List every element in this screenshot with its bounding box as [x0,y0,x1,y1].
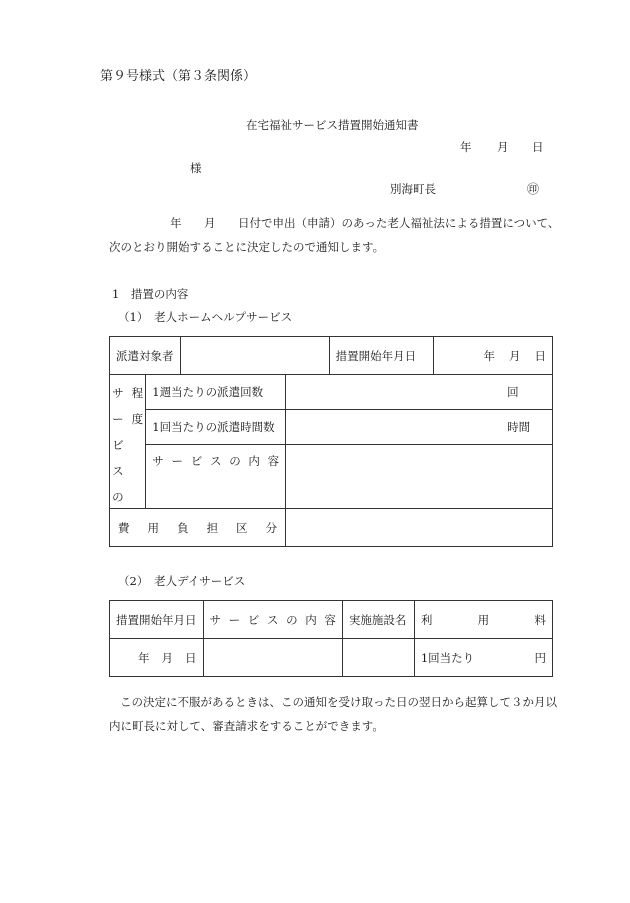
date-day: 日 [532,140,544,154]
weekly-unit: 回 [507,385,519,399]
section1-heading: 1 措置の内容 [112,287,189,301]
label-char: 費 [118,520,130,535]
label-char: 内 [248,454,260,468]
dayservice-table [109,600,553,677]
hours-unit: 時間 [507,420,531,434]
header-service-content [203,601,342,639]
per-visit-label: 1回当たり [420,650,475,665]
label-char: 料 [534,612,546,627]
start-date-year: 年 [483,348,495,363]
label-char: 負 [177,520,189,535]
addressee-suffix: 様 [190,161,202,175]
intro-line1: 日付で申出（申請）のあった老人福祉法による措置について、 [238,216,560,230]
label-char: 分 [265,520,278,535]
row-month: 月 [161,650,173,665]
label-char: 用 [477,612,490,627]
subsection2-heading: （2） 老人デイサービス [118,574,246,588]
label-char: 容 [324,612,336,627]
homehelp-table [109,336,553,547]
label-char: サ [209,612,221,627]
start-date-label: 措置開始年月日 [329,337,434,375]
dispatch-target-value [180,337,329,375]
date-year: 年 [460,140,472,154]
label-char: サ [152,454,164,468]
label-char: 内 [305,612,317,627]
label-char: ビ [247,612,260,627]
header-facility: 実施施設名 [342,601,414,639]
document-title: 在宅福祉サービス措置開始通知書 [246,118,419,132]
group-char: 程 [131,386,144,400]
per-visit-hours-value [286,410,553,445]
label-char: 用 [147,520,160,535]
start-date-value [434,337,553,375]
yen-unit: 円 [534,650,546,665]
seal-mark: ㊞ [527,182,540,196]
label-char: の [229,454,241,468]
row-fee [414,639,552,677]
issuer: 別海町長 [390,182,436,196]
dispatch-target-label: 派遣対象者 [110,337,181,375]
service-content-label [146,445,286,509]
header-fee [414,601,552,639]
cost-category-label [110,509,286,547]
label-char: ビ [190,454,203,468]
start-date-day: 日 [534,348,546,363]
label-char: 区 [236,520,248,535]
row-day: 日 [185,650,197,665]
per-visit-hours-label: 1回当たりの派遣時間数 [146,410,286,445]
group-char: ス [112,464,124,478]
label-char: ー [171,454,183,468]
weekly-dispatch-value [286,375,553,410]
group-char: サ [112,386,124,400]
intro-month: 月 [204,216,216,230]
row-start-date [110,639,204,677]
header-start-date: 措置開始年月日 [110,601,204,639]
group-char: ー [112,412,124,426]
label-char: 利 [420,612,433,627]
label-char: ー [228,612,241,627]
label-char: ス [266,612,279,627]
row-service-content [203,639,342,677]
group-char: 度 [131,412,144,426]
label-char: 容 [267,454,280,468]
service-level-group-label [110,375,146,509]
service-content-value [286,445,553,509]
intro-line2: 次のとおり開始することに決定したので通知します。 [109,240,385,254]
date-month: 月 [497,140,509,154]
form-number: 第９号様式（第３条関係） [100,69,257,84]
label-char: 担 [206,520,219,535]
subsection1-heading: （1） 老人ホームヘルプサービス [118,310,293,324]
intro-year: 年 [170,216,182,230]
notice-line1: この決定に不服があるときは、この通知を受け取った日の翌日から起算して３か月以 [120,695,557,709]
group-char: ビ [112,438,124,452]
label-char: の [286,612,298,627]
notice-line2: 内に町長に対して、審査請求をすることができます。 [109,719,384,733]
weekly-dispatch-label: 1週当たりの派遣回数 [146,375,286,410]
row-year: 年 [138,650,150,665]
group-char: の [112,490,124,504]
cost-category-value [286,509,553,547]
label-char: ス [209,454,222,468]
row-facility [342,639,414,677]
start-date-month: 月 [509,348,521,363]
